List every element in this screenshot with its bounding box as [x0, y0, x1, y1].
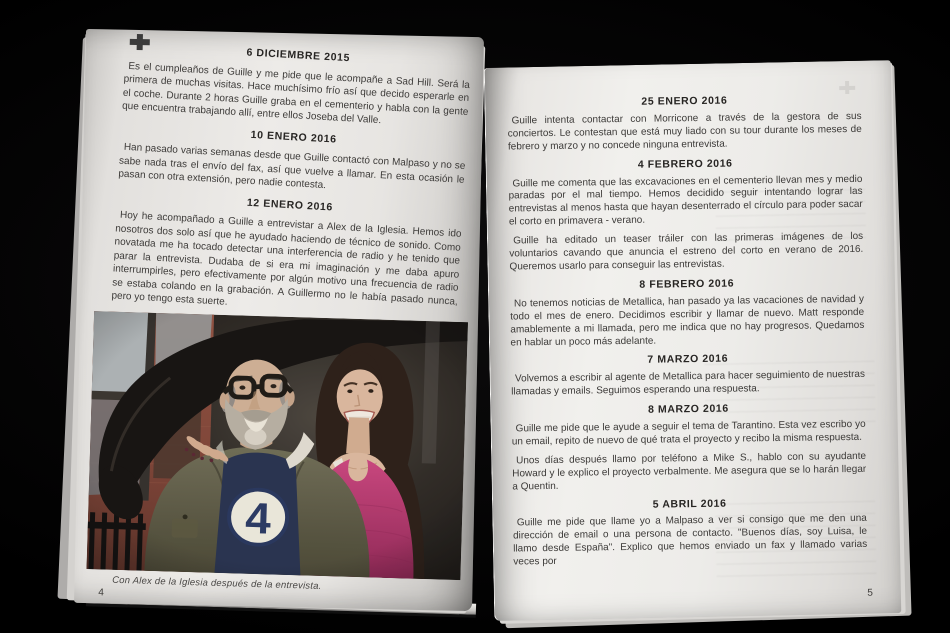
entry-paragraph: Volvemos a escribir al agente de Metallica para hacer seguimiento de nuestras llamadas y emails. Seguimos esperando una respuesta.	[511, 369, 866, 398]
entry-paragraph: Guille me comenta que las excavaciones en el cementerio llevan mes y medio paradas por el mal tiempo. Hemos decidido seguir intentando lograr las entrevistas al menos hasta que hayan desenterrado el círculo para poder sacar el corto en primavera - verano.	[508, 173, 863, 228]
entry-date: 7 MARZO 2016	[647, 353, 729, 367]
entry-paragraph: Han pasado varias semanas desde que Guille contactó con Malpaso y no se sabe nada tras el envío del fax, así que vuelve a llamar. En esta ocasión le pasan con otra extensión, pero nadie contesta.	[118, 141, 466, 192]
entry-date: 6 DICIEMBRE 2015	[246, 46, 351, 65]
entry-paragraph: Hoy he acompañado a Guille a entrevistar a Alex de la Iglesia. Hemos ido nosotros dos solo así que he ayudado haciendo de técnico de sonido. Como novatada me ha tocado detectar una interferencia de radio y he tenido que parar la entrevista. Dudaba de si era mi imaginación y me daba apuro interrumpirles, pero efectivamente por algún motivo una frecuencia de radio se estaba colando en la grabación. A Guillermo no le había pasado nunca, pero yo tengo esta suerte.	[111, 209, 462, 308]
entry-paragraph: Guille me pide que llame yo a Malpaso a ver si consigo que me den una dirección de email o una persona de contacto. "Buenos días, soy Luisa, le llamo desde España". Explico que hemos enviado un fax y llamado varias veces por	[512, 513, 868, 568]
entry-date: 10 ENERO 2016	[250, 128, 337, 146]
entry-paragraph: No tenemos noticias de Metallica, han pasado ya las vacaciones de navidad y todo el mes de enero. Decidimos escribir y llamar de nuevo. Matt responde amablemente a mi llamada, pero me indica que no hay progresos. Quedamos en hablar un poco más adelante.	[510, 293, 865, 348]
entry-paragraph: Es el cumpleaños de Guille y me pide que le acompañe a Sad Hill. Será la primera de muchas visitas. Hace muchísimo frío así que decido esperarle en el coche. Durante 2 horas Guille graba en el cementerio y habla con la gente que encuentra trabajando allí, entre ellos Joseba del Valle.	[121, 60, 471, 127]
photo-caption: Con Alex de la Iglesia después de la entrevista.	[112, 574, 322, 592]
left-page	[74, 29, 484, 611]
right-page	[484, 60, 902, 621]
entry-paragraph: Unos días después llamo por teléfono a Mike S., hablo con su ayudante Howard y le explico el proyecto verbalmente. Me asegura que se lo harán llegar a Quentin.	[512, 450, 867, 493]
entry-date: 8 FEBRERO 2016	[639, 277, 735, 291]
page-number-right: 5	[867, 587, 873, 599]
right-page-diary-entries	[507, 93, 867, 570]
entry-date: 5 ABRIL 2016	[652, 497, 727, 511]
entry-paragraph: Guille me pide que le ayude a seguir el tema de Tarantino. Esta vez escribo yo un email, repito de nuevo de qué trata el proyecto y recibo la misma respuesta.	[511, 418, 866, 448]
entry-date: 12 ENERO 2016	[246, 196, 334, 214]
photo-alex-interview	[86, 311, 468, 599]
entry-paragraph: Guille intenta contactar con Morricone a través de la gestora de sus conciertos. Le contestan que está muy liado con su tour durante los meses de febrero y marzo y no concede ninguna entrevista.	[507, 110, 862, 153]
entry-date: 8 MARZO 2016	[647, 402, 729, 416]
entry-paragraph: Guille ha editado un teaser tráiler con las primeras imágenes de los voluntarios cavando que anuncia el estreno del corto en verano de 2016. Queremos usarlo para conseguir las entrevistas.	[509, 231, 864, 273]
entry-date: 4 FEBRERO 2016	[637, 157, 733, 171]
photo-image	[87, 311, 468, 580]
left-page-diary-entries	[111, 40, 471, 322]
page-number-left: 4	[98, 587, 104, 599]
entry-date: 25 ENERO 2016	[641, 94, 728, 108]
